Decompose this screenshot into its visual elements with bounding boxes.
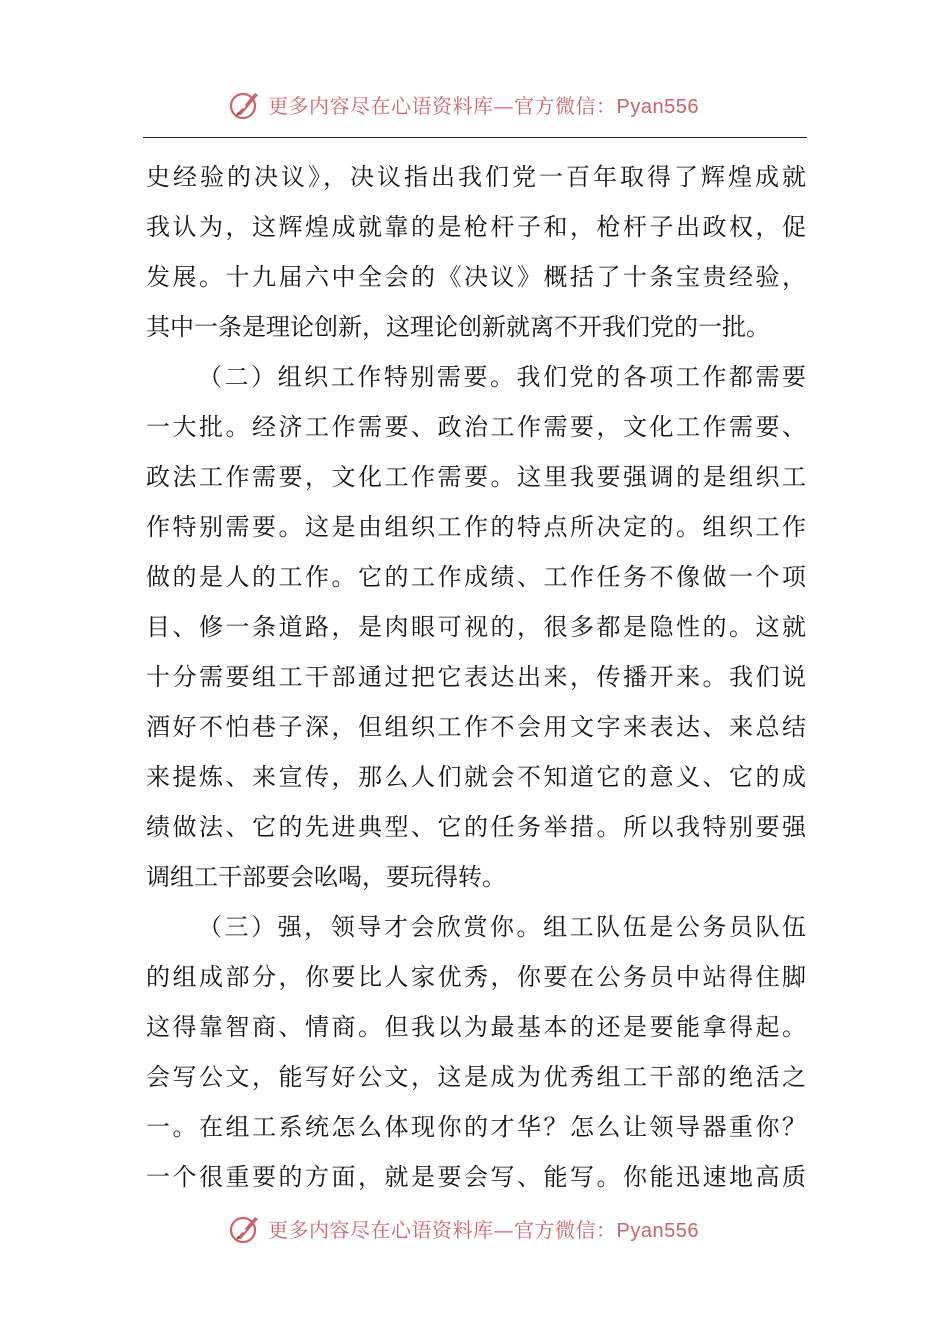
- header-watermark: [228, 84, 788, 124]
- text-line: 绩做法、它的先进典型、它的任务举措。所以我特别要强: [146, 813, 806, 841]
- text-line: 作特别需要。这是由组织工作的特点所决定的。组织工作: [146, 513, 806, 541]
- document-body: [146, 152, 806, 1202]
- text-line: 调组工干部要会吆喝，要玩得转。: [146, 863, 506, 891]
- text-line: 十分需要组工干部通过把它表达出来，传播开来。我们说: [146, 663, 806, 691]
- text-line: 一个很重要的方面，就是要会写、能写。你能迅速地高质: [146, 1163, 806, 1191]
- header-divider: [143, 137, 807, 138]
- quill-pen-logo-icon: [228, 87, 262, 121]
- text-line: 来提炼、来宣传，那么人们就会不知道它的意义、它的成: [146, 763, 806, 791]
- text-line: 做的是人的工作。它的工作成绩、工作任务不像做一个项: [146, 563, 806, 591]
- text-line: 史经验的决议》，决议指出我们党一百年取得了辉煌成就: [146, 163, 806, 191]
- text-line: 目、修一条道路，是肉眼可视的，很多都是隐性的。这就: [146, 613, 806, 641]
- text-line: 其中一条是理论创新，这理论创新就离不开我们党的一批。: [146, 313, 770, 341]
- footer-watermark-text: 更多内容尽在心语资料库—官方微信：Pyan556: [268, 1217, 699, 1242]
- text-line: 政法工作需要，文化工作需要。这里我要强调的是组织工: [146, 463, 806, 491]
- footer-watermark-id: Pyan556: [616, 1219, 699, 1242]
- text-line: 会写公文，能写好公文，这是成为优秀组工干部的绝活之: [146, 1063, 806, 1091]
- text-line: 这得靠智商、情商。但我以为最基本的还是要能拿得起。: [146, 1013, 806, 1041]
- footer-watermark: [228, 1208, 788, 1248]
- text-line: 一。在组工系统怎么体现你的才华？怎么让领导器重你？: [146, 1113, 806, 1141]
- text-line: 发展。十九届六中全会的《决议》概括了十条宝贵经验，: [146, 263, 806, 291]
- quill-pen-logo-icon: [228, 1211, 262, 1245]
- header-watermark-id: Pyan556: [616, 95, 699, 118]
- text-line: 我认为，这辉煌成就靠的是枪杆子和，枪杆子出政权，促: [146, 213, 806, 241]
- text-line: 酒好不怕巷子深，但组织工作不会用文字来表达、来总结: [146, 713, 806, 741]
- section-heading-3: （三）强，领导才会欣赏你。组工队伍是公务员队伍: [198, 913, 806, 941]
- text-line: 一大批。经济工作需要、政治工作需要，文化工作需要、: [146, 413, 806, 441]
- section-heading-2: （二）组织工作特别需要。我们党的各项工作都需要: [198, 363, 806, 391]
- header-watermark-text: 更多内容尽在心语资料库—官方微信：Pyan556: [268, 93, 699, 118]
- text-line: 的组成部分，你要比人家优秀，你要在公务员中站得住脚: [146, 963, 806, 991]
